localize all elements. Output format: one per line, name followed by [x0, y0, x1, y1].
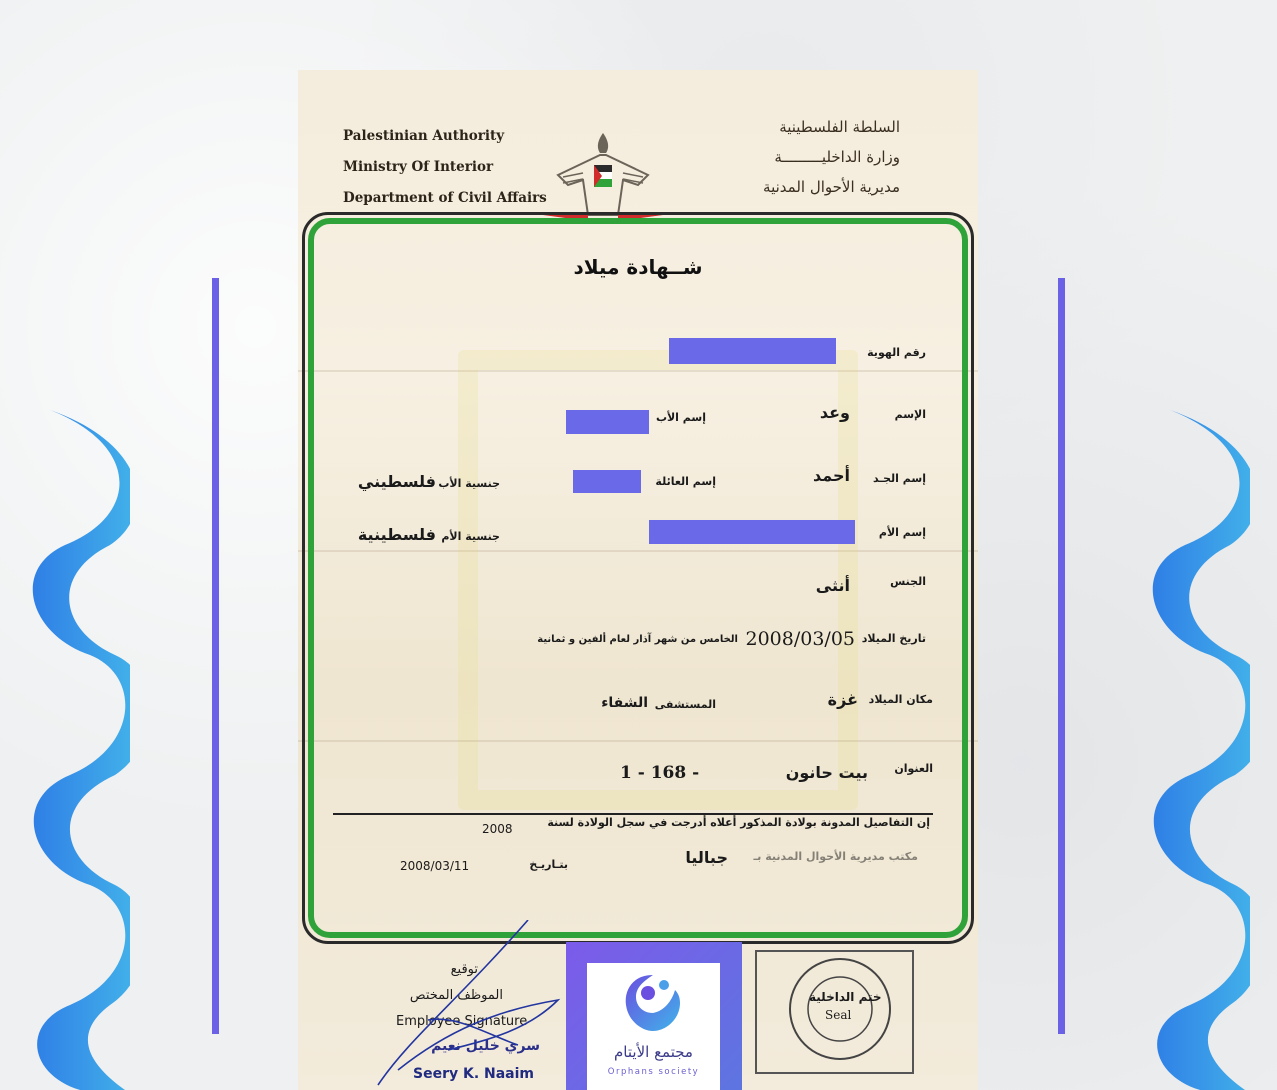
father-nationality-value: فلسطيني: [357, 472, 436, 491]
employee-ar-label: الموظف المختص: [409, 988, 503, 1003]
redacted-family-name: [573, 470, 641, 493]
grandfather-label: إسم الجـد: [873, 472, 926, 485]
pob-value: غزة: [827, 690, 858, 709]
seal-ar-text: ختم الداخلية: [809, 990, 882, 1004]
left-wave-decoration: [30, 405, 130, 1090]
hospital-label: المستشفى: [654, 698, 716, 711]
dob-label: تاريخ الميلاد: [861, 632, 926, 645]
hospital-value: الشفاء: [601, 695, 648, 711]
signer-name-en: Seery K. Naaim: [413, 1066, 535, 1082]
header-ar-ministry: وزارة الداخليـــــــــة: [774, 148, 900, 166]
mother-label: إسم الأم: [878, 526, 926, 539]
seal-en-text: Seal: [825, 1008, 852, 1022]
logo-emblem-icon: [620, 971, 686, 1037]
logo-arabic-text: مجتمع الأيتام: [614, 1043, 693, 1061]
redacted-mother-name: [649, 520, 855, 544]
id-label: رقم الهوية: [867, 346, 926, 359]
seal-stamp-box: [755, 950, 914, 1074]
orphans-society-logo: [587, 963, 720, 1090]
pob-label: مكان الميلاد: [868, 693, 933, 706]
birth-certificate: [298, 70, 978, 1090]
logo-english-text: Orphans society: [607, 1067, 700, 1077]
date-label: بتـاريـخ: [529, 858, 568, 871]
divider-line: [333, 813, 933, 815]
sex-label: الجنس: [890, 575, 926, 588]
family-label: إسم العائلة: [655, 475, 716, 488]
header-ar-department: مديرية الأحوال المدنية: [763, 178, 900, 196]
header-en-authority: Palestinian Authority: [343, 128, 505, 144]
eagle-emblem-icon: [528, 125, 678, 225]
office-label: مكتب مديرية الأحوال المدنية بـ: [753, 850, 918, 863]
address-label: العنوان: [894, 762, 933, 775]
right-accent-line: [1058, 278, 1065, 1034]
date-value: 2008/03/11: [400, 859, 470, 873]
header-en-department: Department of Civil Affairs: [343, 190, 547, 206]
dob-words: الخامس من شهر آذار لعام ألفين و ثمانية: [537, 634, 738, 645]
redacted-id: [669, 338, 836, 364]
certificate-title: شــهادة ميلاد: [573, 255, 703, 279]
address-number: 1 - 168 -: [620, 763, 700, 783]
mother-nationality-label: جنسية الأم: [441, 530, 500, 543]
left-accent-line: [212, 278, 219, 1034]
dob-value: 2008/03/05: [745, 628, 855, 650]
sex-value: أنثى: [815, 576, 850, 595]
father-nationality-label: جنسية الأب: [438, 477, 500, 490]
grandfather-value: أحمد: [813, 466, 850, 485]
signer-name-ar: سري خليل نعيم: [431, 1038, 540, 1054]
registry-year: 2008: [482, 822, 513, 836]
mother-nationality-value: فلسطينية: [357, 525, 436, 544]
registry-statement: إن التفاصيل المدونة بولادة المذكور أعلاه أدرجت في سجل الولادة لسنة: [547, 816, 930, 829]
address-value: بيت حانون: [785, 763, 868, 782]
signature-ar-label: توقيع: [450, 962, 478, 977]
office-value: جباليا: [685, 848, 728, 867]
right-wave-decoration: [1150, 405, 1250, 1090]
redacted-father-name: [566, 410, 649, 434]
signature-scribble: [368, 920, 568, 1090]
father-label: إسم الأب: [655, 411, 706, 424]
name-value: وعد: [819, 403, 850, 422]
header-en-ministry: Ministry Of Interior: [343, 159, 494, 175]
header-ar-authority: السلطة الفلسطينية: [779, 118, 900, 136]
employee-signature-label: Employee Signature: [396, 1014, 528, 1029]
name-label: الإسم: [894, 408, 926, 421]
